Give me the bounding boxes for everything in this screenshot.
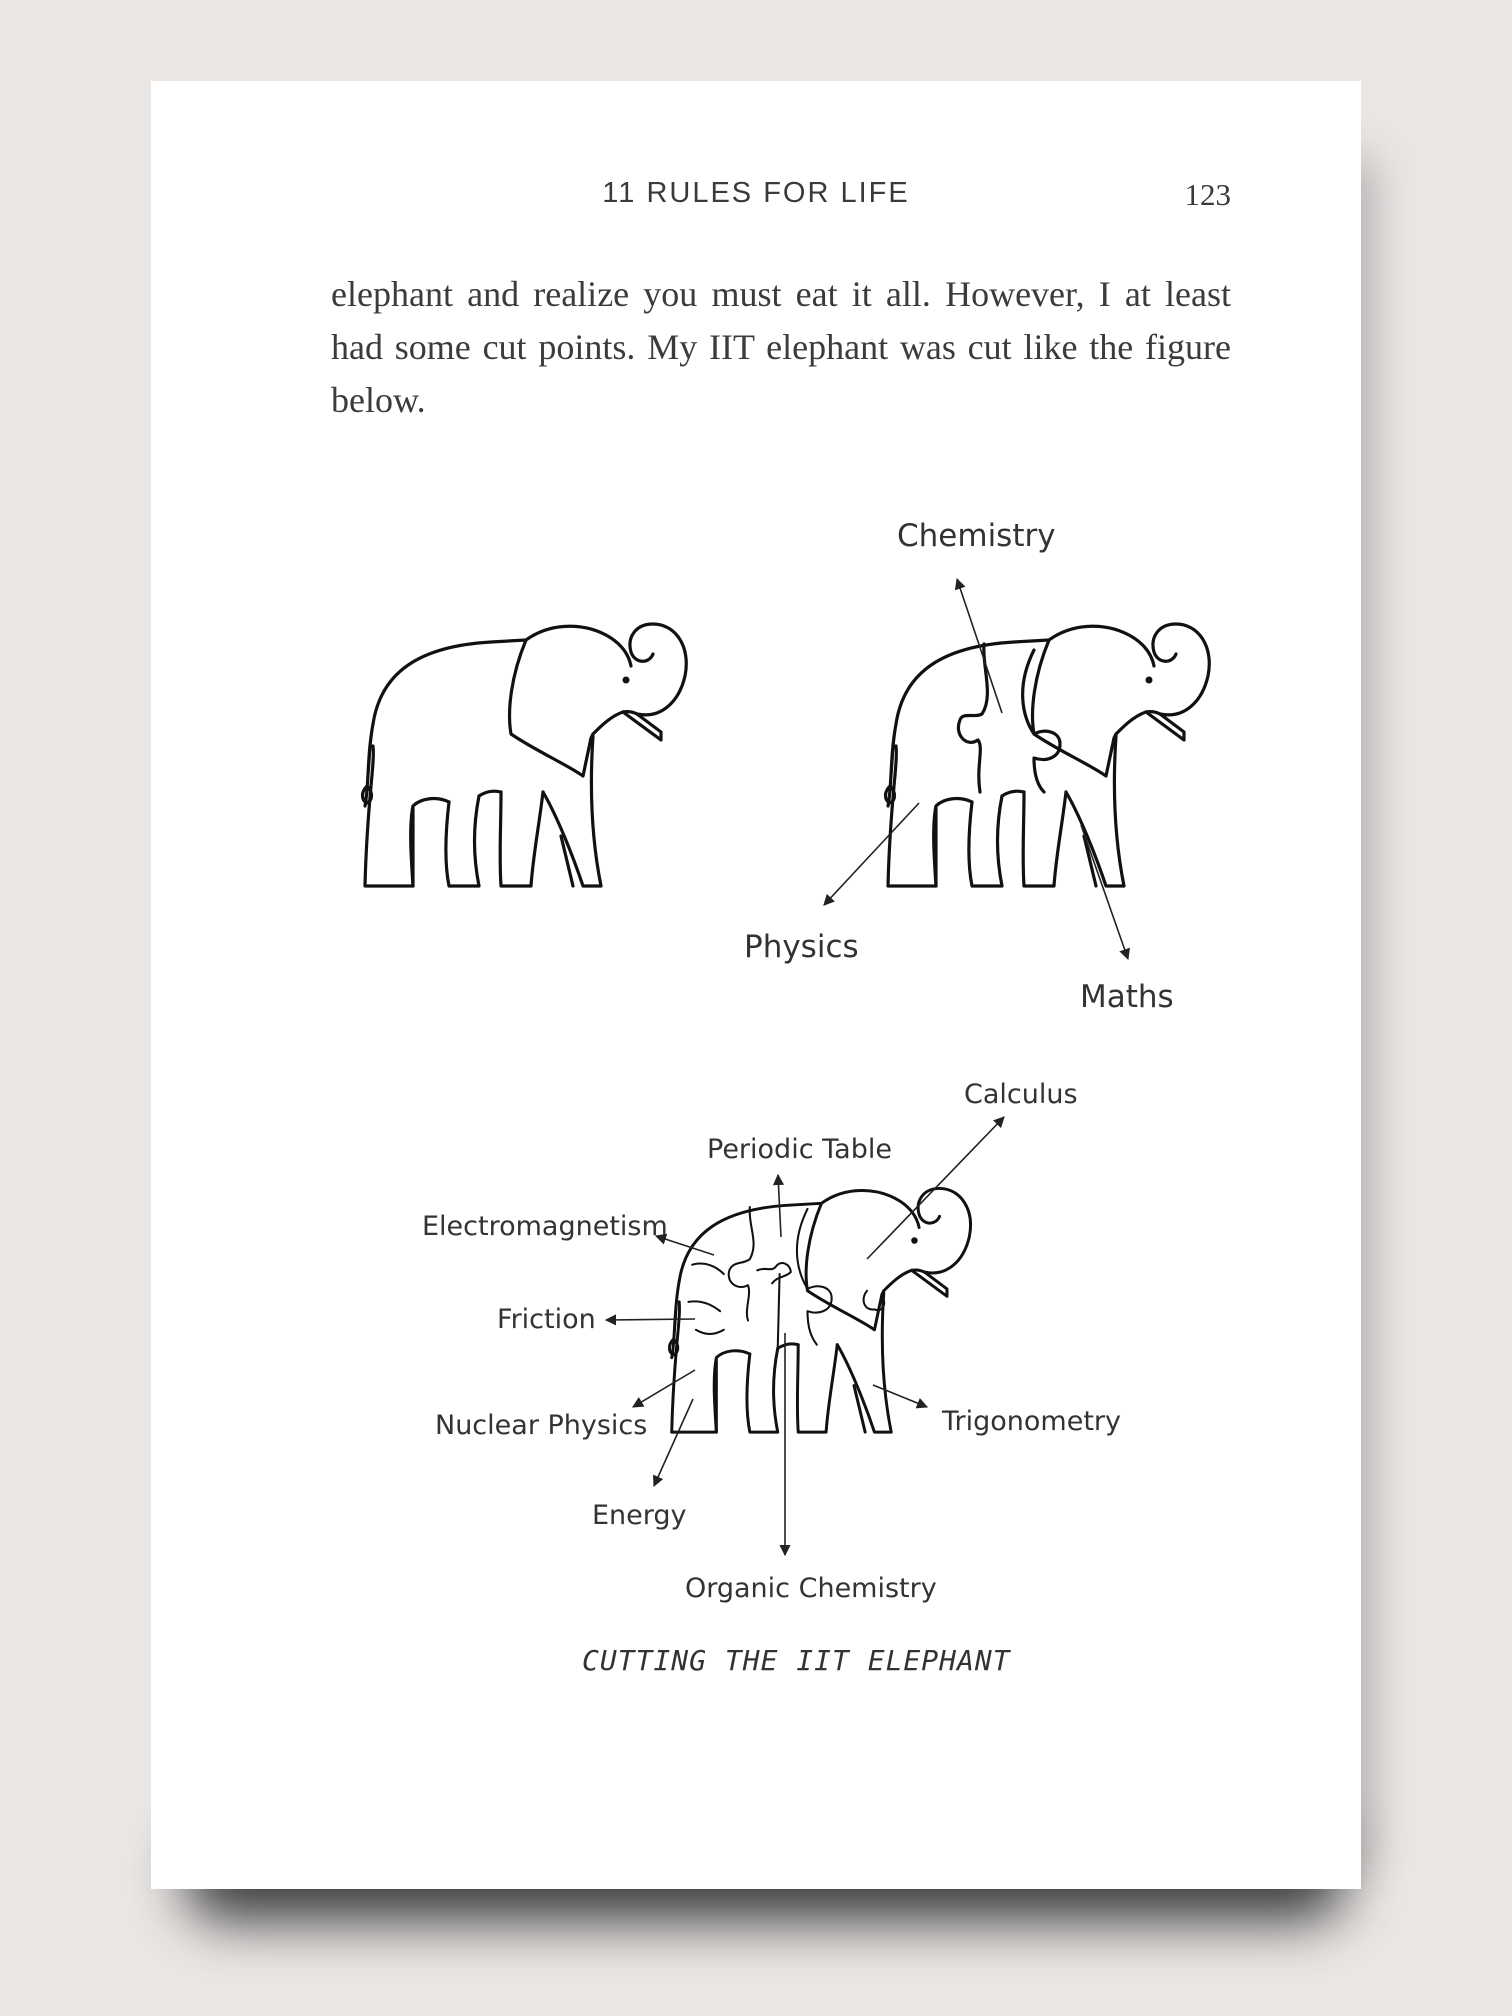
label-chemistry: Chemistry (897, 518, 1056, 554)
label-calculus: Calculus (964, 1079, 1078, 1110)
elephant-cut-three (886, 624, 1210, 886)
figure-caption: CUTTING THE IIT ELEPHANT (582, 1644, 1011, 1677)
arrow-nuclear-physics (633, 1370, 695, 1407)
label-nuclear-physics: Nuclear Physics (435, 1410, 648, 1441)
label-periodic-table: Periodic Table (707, 1134, 892, 1165)
elephant-whole (363, 624, 687, 886)
arrow-electromagnetism (656, 1236, 714, 1255)
label-physics: Physics (744, 929, 859, 965)
arrow-trigonometry (873, 1385, 927, 1407)
label-organic-chemistry: Organic Chemistry (685, 1573, 937, 1604)
page-number: 123 (1184, 177, 1231, 212)
label-trigonometry: Trigonometry (942, 1406, 1121, 1437)
label-electromagnetism: Electromagnetism (422, 1211, 668, 1242)
running-head: 11 RULES FOR LIFE (602, 177, 910, 209)
body-paragraph: elephant and realize you must eat it all. However, I at least had some cut points. My IIT elephant was cut like the figure below. (331, 274, 1231, 420)
book-page (151, 81, 1361, 1889)
label-maths: Maths (1080, 979, 1174, 1015)
elephant-figure (151, 81, 1361, 1889)
arrow-maths (1081, 825, 1128, 959)
label-friction: Friction (497, 1304, 596, 1335)
label-energy: Energy (592, 1500, 687, 1531)
elephant-cut-many (669, 1188, 970, 1432)
arrow-physics (824, 803, 919, 905)
arrow-chemistry (957, 579, 1002, 713)
arrow-friction (606, 1319, 695, 1320)
